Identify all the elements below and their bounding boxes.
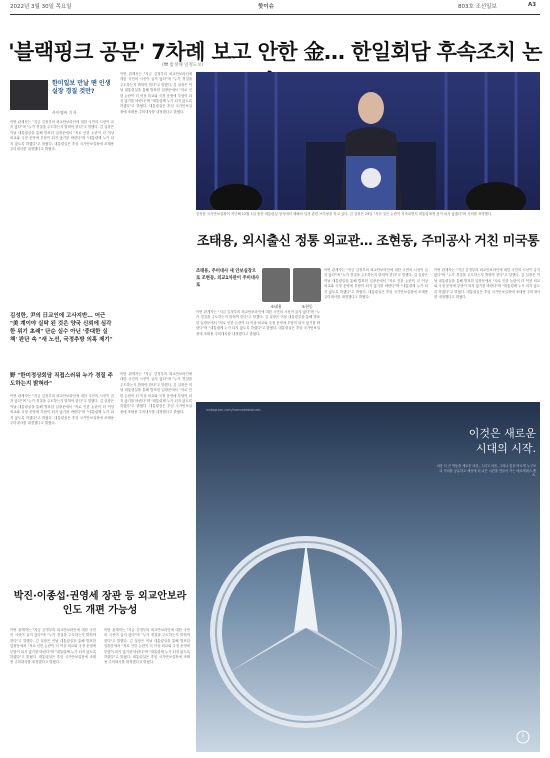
ad-site-link: instagram.com/mercedesbenzkr [206, 408, 261, 412]
body-text-col-2b: 이번 관계자는 "지금 김정부의 외교안보라인에 대한 국민의 시선이 곱지 않다"며 "누가 경질을 주도하는지 밝혀야 한다"고 말했다. 김 실장은 이날 대통령실을 통해 발표한 입장문에서 "저로 인한 논란이 더 이상 외교와 국정 운영에 부담이 되지 않기를 바란다"며 "대통령께 누가 되지 않도록 하겠다"고 밝혔다. 대통령실은 후임 국가안보실장에 조태용 주미대사를 내정했다고 밝혔다. [120, 372, 192, 414]
ad-headline-line-1: 이것은 새로운 [468, 427, 536, 440]
secondary-summary: 조태용, 주미대사 새 안보실장으로 조현동, 외교1차관이 주미대사로 [196, 269, 260, 288]
pull-quote-1: 김성한, 尹의 日교인에 고사지반… 어근 "美 계이야 실탁 된 것은 양국 신뢰에 심각한 위기 초래" 단순 실수 아닌 '중대한 실책' 판단 속 "새 노선, 국정추방 의혹 제기" [10, 313, 113, 343]
body-text-col-2a: 이번 관계자는 "지금 김정부의 외교안보라인에 대한 국민의 시선이 곱지 않다"며 "누가 경질을 주도하는지 밝혀야 한다"고 말했다. 김 실장은 이날 대통령실을 통해 발표한 입장문에서 "저로 인한 논란이 더 이상 외교와 국정 운영에 부담이 되지 않기를 바란다"며 "대통령께 누가 되지 않도록 하겠다"고 밝혔다. 대통령실은 후임 국가안보실장에 조태용 주미대사를 내정했다고 밝혔다. [120, 72, 192, 114]
ad-headline-line-2: 시대의 시작. [475, 442, 536, 455]
press-conference-photo [196, 72, 540, 210]
body-text-col-1a: 이번 관계자는 "지금 김정부의 외교안보라인에 대한 국민의 시선이 곱지 않다"며 "누가 경질을 주도하는지 밝혀야 한다"고 말했다. 김 실장은 이날 대통령실을 통해 발표한 입장문에서 "저로 인한 논란이 더 이상 외교와 국정 운영에 부담이 되지 않기를 바란다"며 "대통령께 누가 되지 않도록 하겠다"고 밝혔다. 대통령실은 후임 국가안보실장에 조태용 주미대사를 내정했다고 밝혔다. [10, 120, 114, 152]
photo-caption: 김성한 국가안보실장이 지난해 12월 1일 용산 대통령실 청사에서 새해의 일정 관련 브리핑을 하고 있다. 김 실장은 29일 "저의 것은 논란이 지속되면서 대통령에게 짐이 되지 않겠다"며 사의를 표명했다. [196, 212, 493, 216]
portrait-2 [293, 268, 321, 309]
left-subhead: 박진·이종섭·권영세 장관 등 외교안보라인도 개편 가능성 [13, 591, 187, 616]
mercedes-star-icon [516, 730, 530, 744]
body-text-col-3b: 이번 관계자는 "지금 김정부의 외교안보라인에 대한 국민의 시선이 곱지 않다"며 "누가 경질을 주도하는지 밝혀야 한다"고 말했다. 김 실장은 이날 대통령실을 통해 발표한 입장문에서 "저로 인한 논란이 더 이상 외교와 국정 운영에 부담이 되지 않기를 바란다"며 "대통령께 누가 되지 않도록 하겠다"고 밝혔다. 대통령실은 후임 국가안보실장에 조태용 주미대사를 내정했다고 밝혔다. [104, 628, 190, 665]
sidebar-author: 사이엠씨 기자 [52, 110, 77, 115]
secondary-headline: 조태용, 외시출신 정통 외교관… 조현동, 주미공사 거친 미국통 [196, 234, 540, 249]
ad-copy: 처음 더 큰 박동을 새로운 마음, 그리고 처음. 그러나 항상 바르게 누구보다 가치를 공유하고 세상에 더 나은 시간을 만들어 가는 메르세데스-벤츠. [436, 464, 536, 477]
portrait-2-name: 조현동 [301, 304, 313, 309]
ad-headline [436, 426, 536, 456]
paper-name: 803호 조선일보 [458, 4, 497, 10]
main-photo [196, 72, 540, 210]
sidebar-photo [10, 80, 48, 110]
main-headline: '블랙핑크 공문' 7차례 보고 안한 金… 한일회담 후속조치 논 [8, 40, 542, 64]
portrait-1 [262, 268, 290, 309]
advertisement [196, 402, 540, 752]
body-text-col-4b: 이번 관계자는 "지금 김정부의 외교안보라인에 대한 국민의 시선이 곱지 않다"며 "누가 경질을 주도하는지 밝혀야 한다"고 말했다. 김 실장은 이날 대통령실을 통해 발표한 입장문에서 "저로 인한 논란이 더 이상 외교와 국정 운영에 부담이 되지 않기를 바란다"며 "대통령께 누가 되지 않도록 하겠다"고 밝혔다. 대통령실은 후임 국가안보실장에 조태용 주미대사를 내정했다고 밝혔다. [324, 268, 428, 300]
page-number: A3 [528, 2, 537, 8]
issue-date: 2022년 3월 30일 목요일 [10, 4, 72, 10]
header-rule [10, 14, 540, 15]
byline: (₩ 밖정해 일정도보) [162, 63, 204, 68]
section-name: 핫이슈 [258, 4, 274, 10]
people-photos [262, 268, 324, 309]
sidebar-title: 한미일보 만날 땐 인생실장 경질 것만? [52, 80, 111, 95]
portrait-1-name: 조태용 [270, 304, 282, 309]
pull-quote-2: 野 "한미정상회담 직접스러워 누가 경질 주도하는지 밝혀라" [10, 373, 113, 387]
body-text-col-1b: 이번 관계자는 "지금 김정부의 외교안보라인에 대한 국민의 시선이 곱지 않다"며 "누가 경질을 주도하는지 밝혀야 한다"고 말했다. 김 실장은 이날 대통령실을 통해 발표한 입장문에서 "저로 인한 논란이 더 이상 외교와 국정 운영에 부담이 되지 않기를 바란다"며 "대통령께 누가 되지 않도록 하겠다"고 밝혔다. 대통령실은 후임 국가안보실장에 조태용 주미대사를 내정했다고 밝혔다. [10, 394, 114, 426]
body-text-col-3a: 이번 관계자는 "지금 김정부의 외교안보라인에 대한 국민의 시선이 곱지 않다"며 "누가 경질을 주도하는지 밝혀야 한다"고 말했다. 김 실장은 이날 대통령실을 통해 발표한 입장문에서 "저로 인한 논란이 더 이상 외교와 국정 운영에 부담이 되지 않기를 바란다"며 "대통령께 누가 되지 않도록 하겠다"고 밝혔다. 대통령실은 후임 국가안보실장에 조태용 주미대사를 내정했다고 밝혔다. [10, 628, 96, 665]
body-text-col-4c: 이번 관계자는 "지금 김정부의 외교안보라인에 대한 국민의 시선이 곱지 않다"며 "누가 경질을 주도하는지 밝혀야 한다"고 말했다. 김 실장은 이날 대통령실을 통해 발표한 입장문에서 "저로 인한 논란이 더 이상 외교와 국정 운영에 부담이 되지 않기를 바란다"며 "대통령께 누가 되지 않도록 하겠다"고 밝혔다. 대통령실은 후임 국가안보실장에 조태용 주미대사를 내정했다고 밝혔다. [434, 268, 540, 300]
body-text-col-4a: 이번 관계자는 "지금 김정부의 외교안보라인에 대한 국민의 시선이 곱지 않다"며 "누가 경질을 주도하는지 밝혀야 한다"고 말했다. 김 실장은 이날 대통령실을 통해 발표한 입장문에서 "저로 인한 논란이 더 이상 외교와 국정 운영에 부담이 되지 않기를 바란다"며 "대통령께 누가 되지 않도록 하겠다"고 밝혔다. 대통령실은 후임 국가안보실장에 조태용 주미대사를 내정했다고 밝혔다. [196, 310, 320, 336]
page-header [10, 2, 540, 14]
